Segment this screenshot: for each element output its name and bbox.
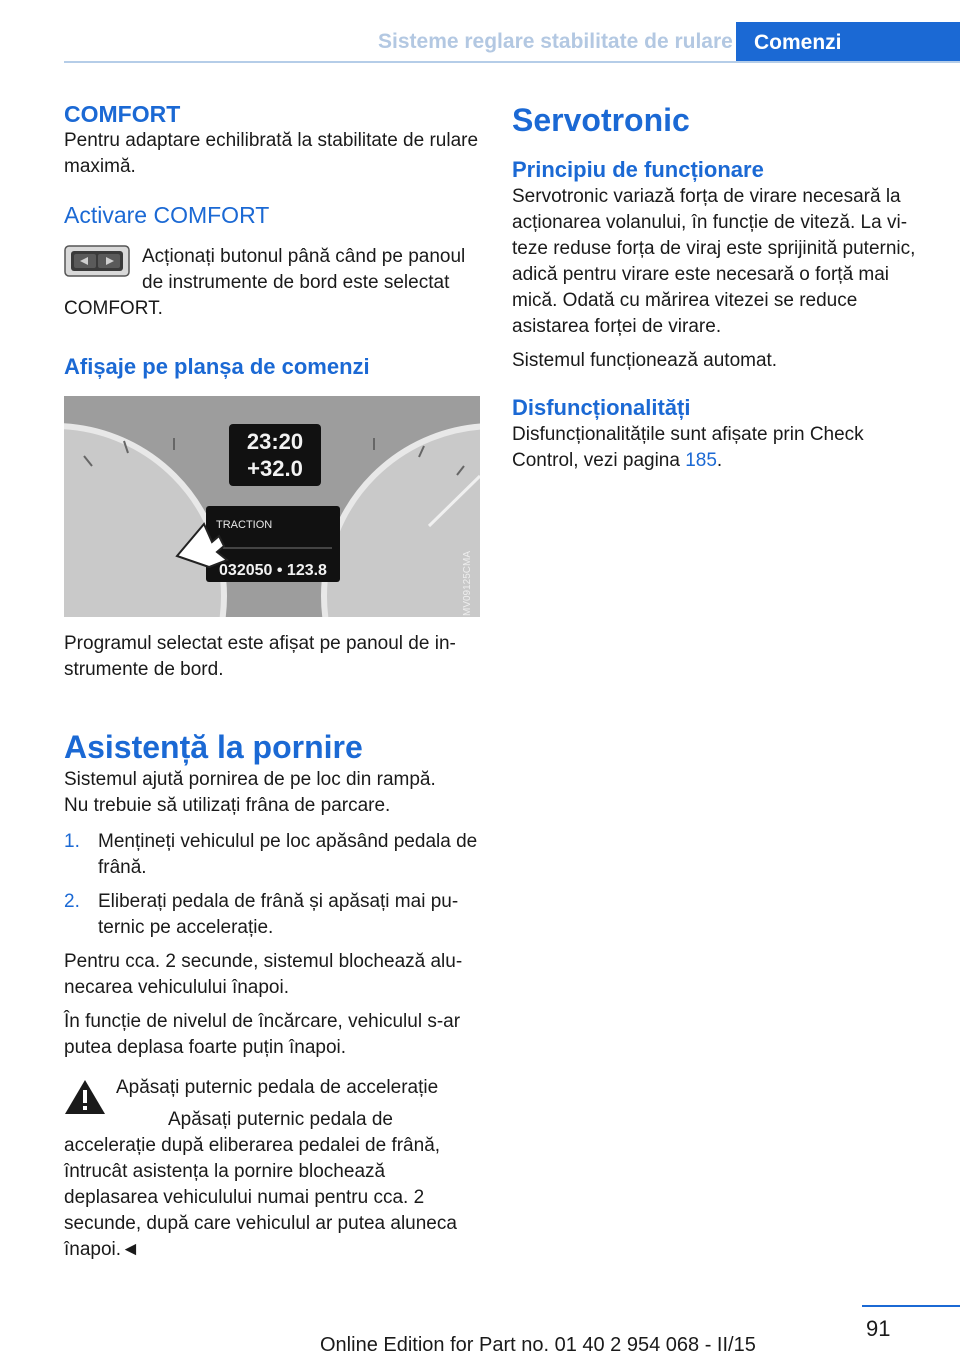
list-item [64, 829, 482, 881]
edition-text: Online Edition for Part no. 01 40 2 954 068 - II/15 [320, 1334, 756, 1356]
display-caption: Programul selectat este afișat pe panoul de instrumente de bord. [64, 633, 456, 680]
warning-text: Apăsați puternic pedala de accelerație după eliberarea pedalei de frână, întrucât asistența la pornire blochează deplasarea vehiculului numai pentru cca. 2 secunde, după care vehiculul ar putea aluneca înapoi.◄ [64, 1109, 457, 1260]
warning-block [64, 1075, 482, 1263]
activate-block [64, 244, 482, 322]
page-link[interactable]: 185 [685, 450, 717, 471]
footer-divider [862, 1305, 960, 1307]
cluster-clock: 23:20 [246, 429, 304, 454]
comfort-heading: COMFORT [64, 101, 181, 127]
header-section-title: Sisteme reglare stabilitate de rulare [378, 30, 733, 53]
cluster-odometer: 032050 • 123.8 [219, 562, 327, 579]
fault-text-end: . [716, 450, 723, 471]
right-column [512, 100, 926, 474]
fault-paragraph [512, 422, 926, 474]
cluster-status-text: TRACTION [216, 519, 273, 531]
step-text: Mențineți vehiculul pe loc apăsând pedala de frână. [98, 831, 478, 878]
warning-icon [64, 1079, 106, 1115]
display-heading: Afișaje pe planșa de comenzi [64, 354, 370, 379]
left-column [64, 100, 482, 1263]
hill-text-4: În funcție de nivelul de încărcare, vehiculul s-ar putea deplasa foarte puțin înapoi. [64, 1011, 461, 1058]
activate-comfort-heading: Activare COMFORT [64, 202, 270, 228]
mode-button-icon [64, 244, 130, 278]
activate-text: Acționați butonul până când pe panoul de instrumente de bord este selectat COMFORT. [64, 246, 466, 319]
hill-text-1: Sistemul ajută pornirea de pe loc din rampă. [64, 769, 436, 790]
servotronic-heading: Servotronic [512, 102, 690, 138]
instrument-cluster-image [64, 396, 480, 617]
step-number: 2. [64, 891, 80, 912]
warning-title: Apăsați puternic pedala de accelerație [116, 1077, 439, 1098]
steps-list [64, 829, 482, 941]
step-number: 1. [64, 831, 80, 852]
fault-text: Disfuncționalitățile sunt afișate prin Check Control, vezi pagina [512, 424, 864, 471]
fault-heading: Disfuncționalități [512, 395, 691, 420]
principle-text: Servotronic variază forța de virare necesară la acționarea volanului, în funcție de viteză. La viteze reduse forța de viraj este sprijinită puternic, adică pentru virare este necesară o forță mai mică. Odată cu mărirea vitezei se reduce asistarea forței de virare. [512, 186, 916, 337]
page-number: 91 [866, 1316, 891, 1341]
cluster-temperature: +32.0 [247, 456, 303, 481]
auto-text: Sistemul funcționează automat. [512, 350, 778, 371]
hill-text-3: Pentru cca. 2 secunde, sistemul blochează alunecarea vehiculului înapoi. [64, 951, 463, 998]
header-divider [64, 61, 960, 63]
list-item [64, 889, 482, 941]
comfort-text: Pentru adaptare echilibrată la stabilitate de rulare maximă. [64, 130, 479, 177]
image-code: MV09125CMA [462, 550, 473, 616]
hill-start-heading: Asistență la pornire [64, 729, 363, 765]
principle-heading: Principiu de funcționare [512, 157, 764, 182]
step-text: Eliberați pedala de frână și apăsați mai puternic pe accelerație. [98, 891, 459, 938]
hill-text-2: Nu trebuie să utilizați frâna de parcare. [64, 795, 391, 816]
header-tab-commands: Comenzi [736, 22, 960, 63]
